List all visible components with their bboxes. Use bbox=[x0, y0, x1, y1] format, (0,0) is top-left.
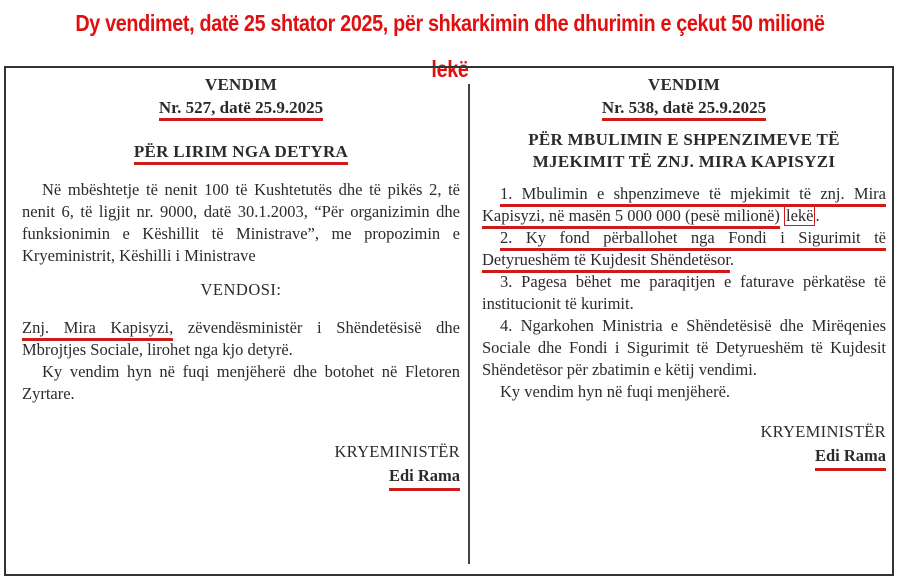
dismissed-person-name: Znj. Mira Kapisyzi, bbox=[22, 318, 173, 341]
signature-title: KRYEMINISTËR bbox=[334, 442, 460, 461]
item-1-currency: lekë bbox=[785, 206, 814, 225]
decision-heading-text: PËR LIRIM NGA DETYRA bbox=[134, 142, 348, 165]
closing-paragraph: Ky vendim hyn në fuqi menjëherë. bbox=[500, 382, 731, 401]
decision-number-text: Nr. 538, datë 25.9.2025 bbox=[602, 98, 766, 121]
decision-title: VENDIM bbox=[204, 75, 278, 94]
item-4: 4. Ngarkohen Ministria e Shëndetësisë dhe Mirëqenies Sociale dhe Fondi i Sigurimit të Detyrueshëm të Kujdesit Shëndetësor për zbatimin e këtij vendimi. bbox=[482, 316, 886, 379]
decision-title: VENDIM bbox=[647, 75, 721, 94]
item-2-end: . bbox=[729, 250, 735, 269]
signature-name: Edi Rama bbox=[389, 465, 460, 491]
dismissal-paragraph bbox=[22, 317, 460, 361]
signature-name: Edi Rama bbox=[815, 445, 886, 471]
item-2-main: 2. Ky fond përballohet nga Fondi i Sigurimit të Detyrueshëm të Kujdesit Shëndetësor bbox=[482, 228, 886, 273]
decision-heading bbox=[22, 141, 460, 163]
decision-number bbox=[482, 97, 886, 119]
news-headline: Dy vendimet, datë 25 shtator 2025, për shkarkimin dhe dhurimin e çekut 50 milionë lekë bbox=[75, 10, 825, 82]
decision-number-text: Nr. 527, datë 25.9.2025 bbox=[159, 98, 323, 121]
signature-title: KRYEMINISTËR bbox=[760, 422, 886, 441]
decision-538 bbox=[482, 74, 886, 471]
decides-label: VENDOSI: bbox=[200, 280, 282, 299]
entry-into-force-paragraph: Ky vendim hyn në fuqi menjëherë dhe botohet në Fletoren Zyrtare. bbox=[22, 362, 460, 403]
decision-heading-line2: MJEKIMIT TË ZNJ. MIRA KAPISYZI bbox=[532, 152, 836, 171]
item-1-main: 1. Mbulimin e shpenzimeve të mjekimit të znj. Mira Kapisyzi, në masën 5 000 000 (pesë milionë) bbox=[482, 184, 886, 229]
item-3: 3. Pagesa bëhet me paraqitjen e faturave përkatëse të institucionit të kurimit. bbox=[482, 272, 886, 313]
signature-block bbox=[482, 421, 886, 471]
column-divider bbox=[468, 84, 470, 564]
item-1-end: . bbox=[815, 206, 820, 225]
signature-block bbox=[22, 441, 460, 491]
decision-heading bbox=[482, 129, 886, 173]
preamble-paragraph: Në mbështetje të nenit 100 të Kushtetutës dhe të pikës 2, të nenit 6, të ligjit nr. 9000, datë 30.1.2003, “Për organizimin dhe funksionimin e Këshillit të Ministrave”, me propozimin e Kryeministrit, Këshilli i Ministrave bbox=[22, 180, 460, 265]
item-1 bbox=[482, 183, 886, 227]
item-2 bbox=[482, 227, 886, 271]
decision-heading-line1: PËR MBULIMIN E SHPENZIMEVE TË bbox=[528, 130, 840, 149]
dismissal-text: zëvendësministër i Shëndetësisë dhe Mbrojtjes Sociale, lirohet nga kjo detyrë. bbox=[22, 318, 460, 359]
decision-527 bbox=[22, 74, 460, 491]
decision-number bbox=[22, 97, 460, 119]
